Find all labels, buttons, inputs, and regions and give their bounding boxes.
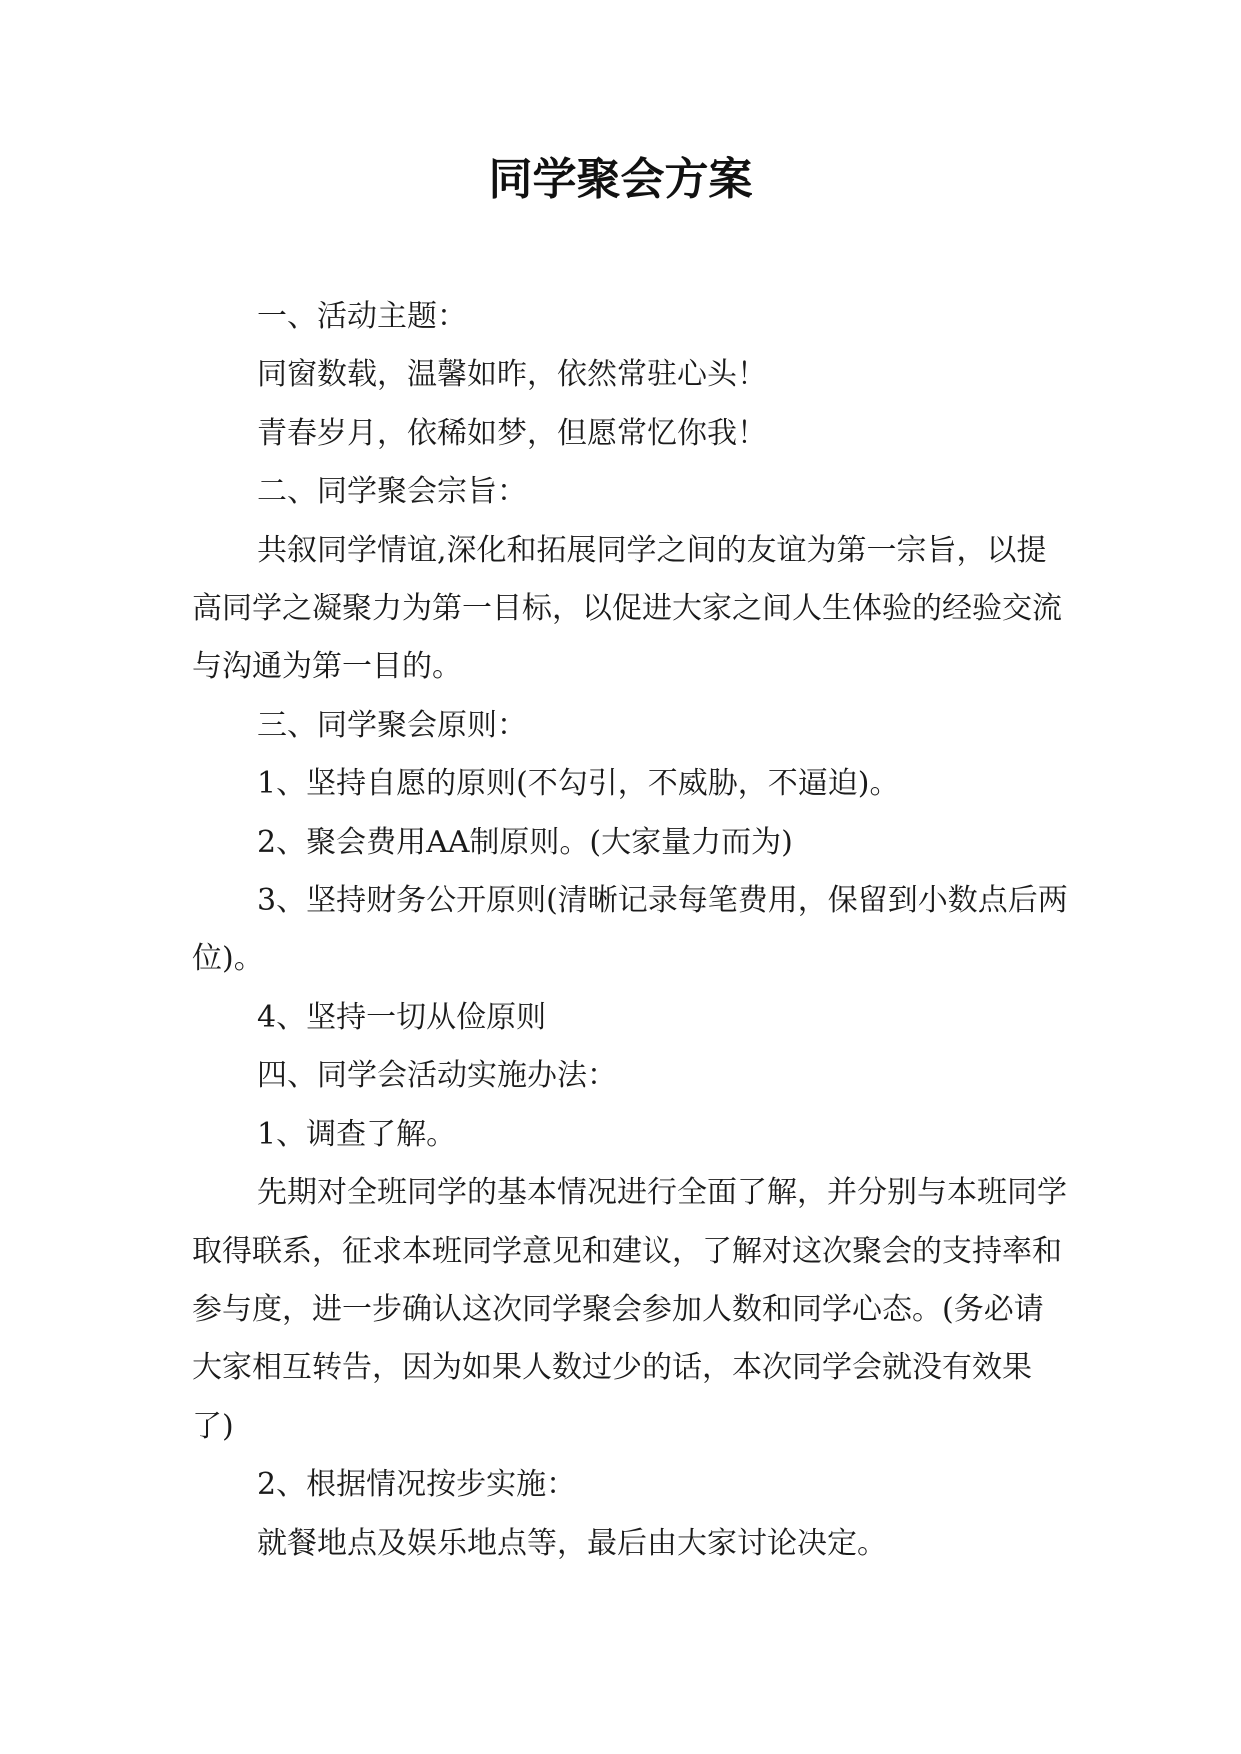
principle-item-3: 3、坚持财务公开原则(清晰记录每笔费用，保留到小数点后两位)。 xyxy=(192,883,1068,977)
theme-line-2: 青春岁月，依稀如梦，但愿常忆你我！ xyxy=(257,415,767,451)
principle-item-2: 2、聚会费用AA制原则。(大家量力而为) xyxy=(257,824,793,860)
implementation-step-1: 1、调查了解。 xyxy=(257,1116,457,1152)
heading-implementation: 四、同学会活动实施办法： xyxy=(257,1058,617,1094)
principle-item-1: 1、坚持自愿的原则(不勾引，不威胁，不逼迫)。 xyxy=(257,766,900,802)
document-title: 同学聚会方案 xyxy=(488,154,753,205)
principle-item-4: 4、坚持一切从俭原则 xyxy=(257,999,547,1035)
implementation-step-2: 2、根据情况按步实施： xyxy=(257,1467,577,1503)
heading-purpose: 二、同学聚会宗旨： xyxy=(257,474,527,510)
document-body xyxy=(192,288,1072,1573)
theme-line-1: 同窗数载，温馨如昨，依然常驻心头！ xyxy=(257,357,767,393)
heading-activity-theme: 一、活动主题： xyxy=(257,299,467,334)
venue-paragraph: 就餐地点及娱乐地点等，最后由大家讨论决定。 xyxy=(257,1525,887,1561)
heading-principles: 三、同学聚会原则： xyxy=(257,707,527,743)
survey-paragraph: 先期对全班同学的基本情况进行全面了解，并分别与本班同学取得联系，征求本班同学意见和建议，了解对这次聚会的支持率和参与度，进一步确认这次同学聚会参加人数和同学心态。(务必请大家相互转告，因为如果人数过少的话，本次同学会就没有效果了) xyxy=(192,1175,1067,1444)
purpose-paragraph: 共叙同学情谊,深化和拓展同学之间的友谊为第一宗旨，以提高同学之凝聚力为第一目标，以促进大家之间人生体验的经验交流与沟通为第一目的。 xyxy=(192,532,1062,685)
